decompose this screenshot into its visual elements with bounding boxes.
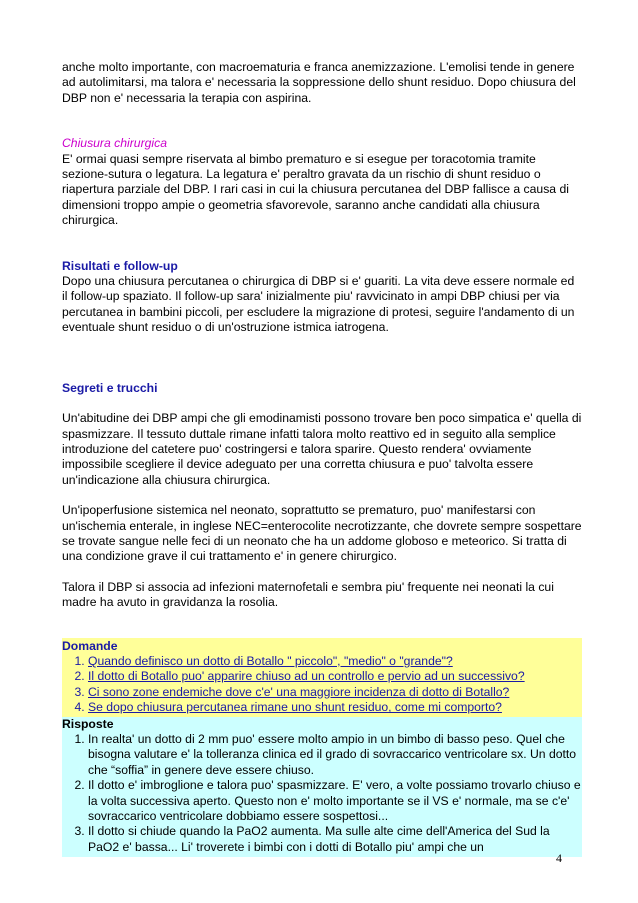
risposte-box [62, 717, 582, 858]
page-number: 4 [556, 851, 562, 865]
risultati-paragraph: Dopo una chiusura percutanea o chirurgica di DBP si e' guariti. La vita deve essere normale ed il follow-up spaziato. Il follow-up sara' inizialmente piu' ravvicinato in ampi DBP chiusi per via percutanea in bambini piccoli, per escludere la migrazione di protesi, seguire l'andamento di un eventuale shunt residuo o di un'ostruzione istmica iatrogena. [62, 274, 575, 335]
segreti-paragraph-2: Un'ipoperfusione sistemica nel neonato, soprattutto se prematuro, puo' manifestarsi con un'ischemia enterale, in inglese NEC=enterocolite necrotizzante, che dovrete sempre sospettare se trovate sangue nelle feci di un neonato che ha un addome globoso e meteorico. Si tratta di una condizione grave il cui trattamento e' in genere chirurgico. [62, 503, 582, 564]
domanda-item: 3. Ci sono zone endemiche dove c'e' una maggiore incidenza di dotto di Botallo? [88, 685, 582, 700]
risposte-list [62, 732, 582, 855]
risultati-heading: Risultati e follow-up [62, 258, 178, 273]
document-page [62, 60, 582, 857]
risposta-item: 1. In realta' un dotto di 2 mm puo' essere molto ampio in un bimbo di basso peso. Quel che bisogna valutare e' la tolleranza clinica ed il grado di sovraccarico ventricolare sx. Un dotto che “soffia” in genere deve essere chiuso. [88, 732, 582, 778]
domande-heading: Domande [62, 638, 118, 653]
domanda-item: 1. Quando definisco un dotto di Botallo " piccolo", "medio" o "grande"? [88, 654, 582, 669]
risposta-item: 3. Il dotto si chiude quando la PaO2 aumenta. Ma sulle alte cime dell'America del Sud la PaO2 e' bassa... Li' troverete i bimbi con i dotti di Botallo piu' ampi che un [88, 824, 582, 855]
domanda-item: 4. Se dopo chiusura percutanea rimane uno shunt residuo, come mi comporto? [88, 700, 582, 715]
segreti-heading: Segreti e trucchi [62, 380, 158, 395]
segreti-paragraph-3: Talora il DBP si associa ad infezioni maternofetali e sembra piu' frequente nei neonati la cui madre ha avuto in gravidanza la rosolia. [62, 579, 554, 610]
domanda-item: 2. Il dotto di Botallo puo' apparire chiuso ad un controllo e pervio ad un successivo? [88, 669, 582, 684]
domande-list [62, 654, 582, 716]
chiusura-heading: Chiusura chirurgica [62, 136, 167, 151]
segreti-paragraph-1: Un'abitudine dei DBP ampi che gli emodinamisti possono trovare ben poco simpatica e' quella di spasmizzare. Il tessuto duttale rimane infatti talora molto reattivo ed in seguito alla semplice introduzione del catetere puo' costringersi e talora sparire. Questo rendera' ovviamente impossibile scegliere il device adeguato per una corretta chiusura e puo' talvolta essere un'indicazione alla chiusura chirurgica. [62, 411, 582, 487]
intro-paragraph: anche molto importante, con macroematuria e franca anemizzazione. L'emolisi tende in genere ad autolimitarsi, ma talora e' necessaria la soppressione dello shunt residuo. Dopo chiusura del DBP non e' necessaria la terapia con aspirina. [62, 60, 576, 105]
domande-box [62, 638, 582, 717]
chiusura-paragraph: E' ormai quasi sempre riservata al bimbo prematuro e si esegue per toracotomia tramite sezione-sutura o legatura. La legatura e' peraltro gravata da un rischio di shunt residuo o riapertura parziale del DBP. I rari casi in cui la chiusura percutanea del DBP fallisce a causa di dimensioni troppo ampie o geometria sfavorevole, saranno anche candidati alla chiusura chirurgica. [62, 151, 569, 228]
risposte-heading: Risposte [62, 716, 114, 731]
risposta-item: 2. Il dotto e' imbroglione e talora puo' spasmizzare. E' vero, a volte possiamo trovarlo chiuso e la volta successiva aperto. Questo non e' molto importante se il VS e' normale, ma se c'e' sovraccarico ventricolare dobbiamo essere sospettosi... [88, 778, 582, 824]
